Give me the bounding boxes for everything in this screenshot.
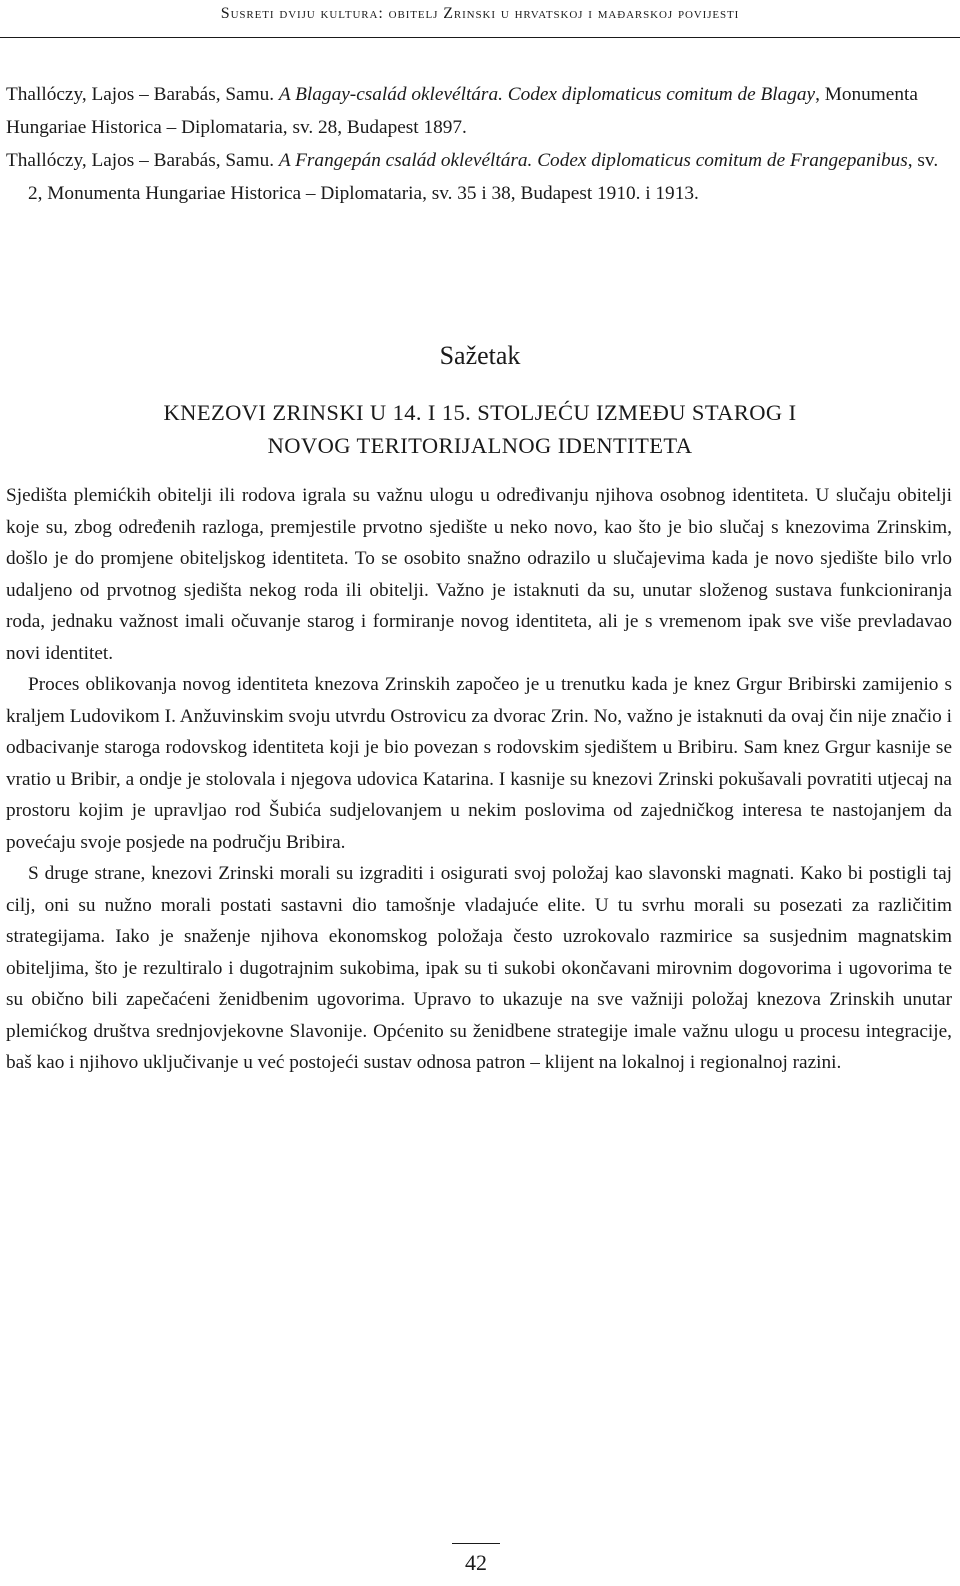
abstract-paragraph: Proces oblikovanja novog identiteta knezova Zrinskih započeo je u trenutku kada je knez Grgur Bribirski zamijenio s kraljem Ludovikom I. Anžuvinskim svoju utvrdu Ostrovicu za dvorac Zrin. No, važno je istaknuti da ovaj čin nije značio i odbacivanje staroga rodovskog identiteta koji je bio povezan s rodovskim sjedištem u Bribiru. Sam knez Grgur kasnije se vratio u Bribir, a ondje je stolovala i njegova udovica Katarina. I kasnije su knezovi Zrinski pokušavali povratiti utjecaj na prostoru kojim je upravljao rod Šubića sudjelovanjem u nekim poslovima od zajedničkog interesa te nastojanjem da povećaju svoje posjede na području Bribira.: [6, 674, 952, 853]
folio-rule: [452, 1543, 500, 1544]
reference-authors: Thallóczy, Lajos – Barabás, Samu.: [6, 150, 279, 171]
page-number: 42: [465, 1550, 487, 1575]
abstract-paragraph: S druge strane, knezovi Zrinski morali su izgraditi i osigurati svoj položaj kao slavonski magnati. Kako bi postigli taj cilj, oni su nužno morali postati sastavni dio tamošnje vladajuće elite. U tu svrhu morali su posezati za različitim strategijama. Iako je snaženje njihova ekonomskog položaja često uzrokovalo razmirice sa susjednim magnatskim obiteljima, što je rezultiralo i dugotrajnim sukobima, ipak su ti sukobi okončavani mirovnim dogovorima i ugovorima te su obično bili zapečaćeni ženidbenim ugovorima. Upravo to ukazuje na sve važniji položaj knezova Zrinskih unutar plemićkog društva srednjovjekovne Slavonije. Općenito su ženidbene strategije imale važnu ulogu u procesu integracije, baš kao i njihovo uključivanje u već postojeći sustav odnosa patron – klijent na lokalnoj i regionalnoj razini.: [6, 863, 952, 1073]
abstract-paragraph: Sjedišta plemićkih obitelji ili rodova igrala su važnu ulogu u određivanju njihova osobnog identiteta. U slučaju obitelji koje su, zbog određenih razloga, premjestile prvotno sjedište u neko novo, kao što je bio slučaj s knezovima Zrinskim, došlo je do promjene obiteljskog identiteta. To se osobito snažno odrazilo u slučajevima kada je novo sjedište bilo vrlo udaljeno od prvotnog sjedišta nekog roda ili obitelji. Važno je istaknuti da su, unutar složenog sustava funkcioniranja roda, jednaku važnost imali očuvanje starog i formiranje novog identiteta, ali je s vremenom ipak sve više prevladavao novi identitet.: [6, 485, 952, 664]
reference-details: , Monumenta Hungariae Historica – Diplomataria, sv. 28, Budapest 1897.: [6, 84, 918, 138]
section-heading: Sažetak: [439, 341, 521, 370]
abstract-body: [6, 480, 952, 1079]
reference-details: , sv. 2, Monumenta Hungariae Historica – Diplomataria, sv. 35 i 38, Budapest 1910. i 1913.: [28, 150, 939, 204]
running-head: Susreti dviju kultura: obitelj Zrinski u hrvatskoj i mađarskoj povijesti: [0, 0, 960, 38]
reference-entry: [6, 78, 952, 144]
reference-title: A Blagay-család oklevéltára. Codex diplomaticus comitum de Blagay: [278, 84, 816, 105]
reference-authors: Thallóczy, Lajos – Barabás, Samu.: [6, 84, 279, 105]
reference-entry: [6, 144, 952, 210]
reference-list: [6, 78, 952, 210]
article-title: KNEZOVI ZRINSKI U 14. I 15. STOLJEĆU IZMEĐU STAROG I NOVOG TERITORIJALNOG IDENTITETA: [163, 400, 797, 458]
reference-title: A Frangepán család oklevéltára. Codex diplomaticus comitum de Frangepanibus: [278, 150, 908, 171]
